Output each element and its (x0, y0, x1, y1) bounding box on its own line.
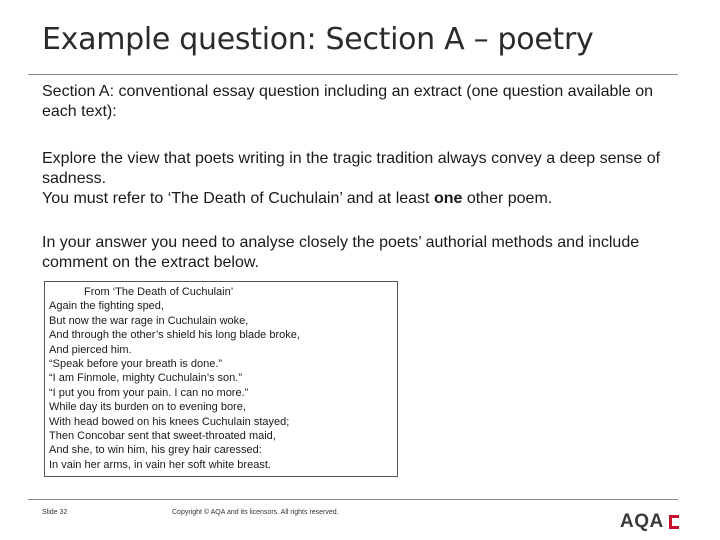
copyright-notice: Copyright © AQA and its licensors. All rights reserved. (172, 509, 339, 516)
extract-line: “I am Finmole, mighty Cuchulain’s son.” (49, 372, 242, 385)
extract-line: And through the other’s shield his long blade broke, (49, 329, 300, 342)
extract-line: And she, to win him, his grey hair caressed: (49, 444, 262, 457)
extract-line: With head bowed on his knees Cuchulain stayed; (49, 415, 290, 428)
logo-text: AQA (620, 511, 664, 532)
instruction-paragraph: In your answer you need to analyse closely the poets’ authorial methods and include comment on the extract below. (42, 234, 640, 271)
question-paragraph (42, 149, 682, 209)
question-emphasis: one (433, 190, 463, 207)
extract-line: “I put you from your pain. I can no more.” (49, 386, 249, 399)
logo-mark-icon (667, 514, 680, 530)
question-line-2 (42, 189, 682, 209)
question-line-2-start: You must refer to ‘The Death of Cuchulain’ and at least (42, 190, 434, 207)
intro-paragraph: Section A: conventional essay question including an extract (one question available on each text): (42, 83, 654, 120)
slide-number: Slide 32 (42, 509, 68, 516)
aqa-logo (620, 512, 680, 532)
slide-title: Example question: Section A – poetry (42, 22, 594, 57)
extract-line: Again the fighting sped, (49, 300, 164, 313)
extract-title: From ‘The Death of Cuchulain’ (84, 286, 234, 298)
footer-divider (28, 499, 678, 500)
poem-extract-box (44, 281, 398, 477)
extract-line: But now the war rage in Cuchulain woke, (49, 314, 249, 327)
extract-line: And pierced him. (49, 343, 132, 356)
extract-line: In vain her arms, in vain her soft white breast. (49, 458, 271, 471)
extract-line: While day its burden on to evening bore, (49, 401, 246, 414)
question-line-2-end: other poem. (462, 190, 553, 207)
question-line-1: Explore the view that poets writing in the tragic tradition always convey a deep sense of sadness. (42, 150, 661, 187)
extract-line: “Speak before your breath is done.” (49, 358, 223, 371)
extract-line: Then Concobar sent that sweet-throated maid, (49, 430, 276, 443)
title-divider (28, 74, 678, 75)
